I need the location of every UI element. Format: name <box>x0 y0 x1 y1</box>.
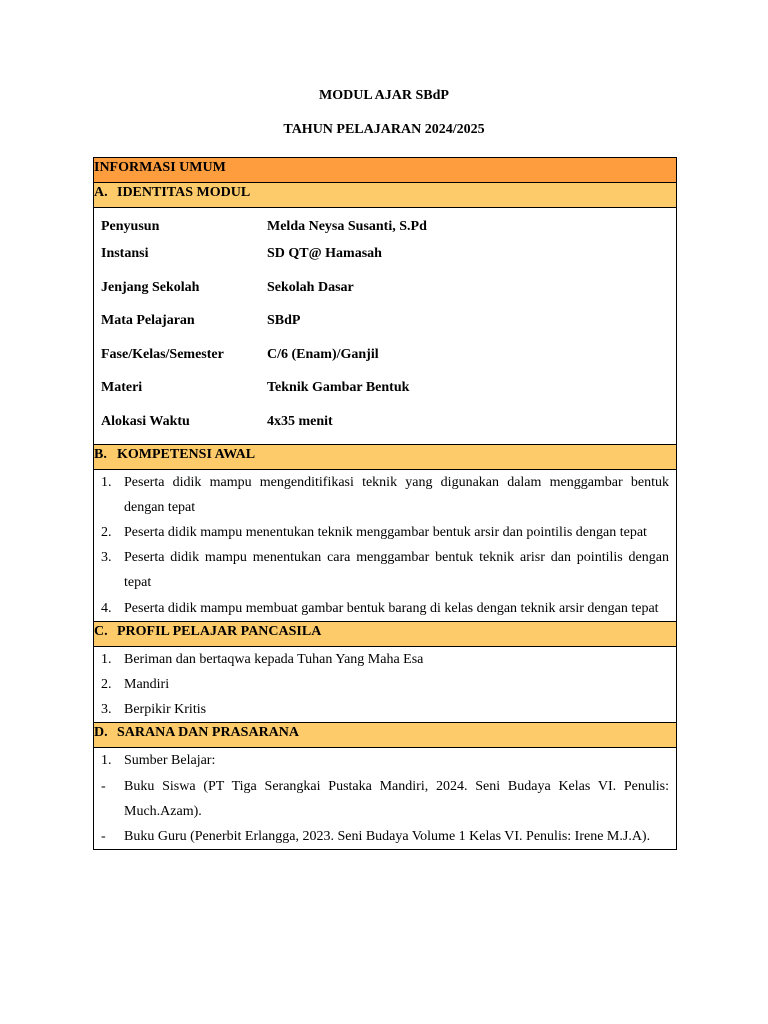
info-header-row <box>94 158 677 183</box>
identity-label: Alokasi Waktu <box>101 413 190 429</box>
item-number: 3. <box>101 550 112 566</box>
section-b-header <box>94 444 677 469</box>
section-letter: A. <box>94 185 108 200</box>
item-text: Buku Guru (Penerbit Erlangga, 2023. Seni Budaya Volume 1 Kelas VI. Penulis: Irene M.J.A). <box>124 828 651 844</box>
document-subtitle: TAHUN PELAJARAN 2024/2025 <box>283 122 485 137</box>
list-item <box>101 774 669 824</box>
identity-value: 4x35 menit <box>267 413 333 429</box>
section-letter: C. <box>94 623 108 639</box>
item-number: 3. <box>101 702 112 718</box>
identity-label: Fase/Kelas/Semester <box>101 346 224 362</box>
section-c-header <box>94 621 677 646</box>
module-info-table <box>93 157 677 850</box>
item-text: Peserta didik mampu menentukan cara menggambar bentuk teknik arisr dan pointilis dengan tepat <box>124 550 669 591</box>
identity-label: Materi <box>101 380 143 395</box>
identity-row <box>101 277 669 311</box>
item-number: 4. <box>101 600 112 616</box>
item-text: Buku Siswa (PT Tiga Serangkai Pustaka Mandiri, 2024. Seni Budaya Kelas VI. Penulis: Much.Azam). <box>124 778 669 819</box>
identity-value: Teknik Gambar Bentuk <box>267 380 410 395</box>
identity-label: Penyusun <box>101 219 160 234</box>
item-text: Sumber Belajar: <box>124 753 216 769</box>
item-text: Peserta didik mampu mengenditifikasi teknik yang digunakan dalam menggambar bentuk dengan tepat <box>124 474 669 515</box>
section-d-header <box>94 723 677 748</box>
profile-body <box>94 646 677 723</box>
list-item <box>101 545 669 595</box>
item-number: 2. <box>101 524 112 540</box>
section-title: PROFIL PELAJAR PANCASILA <box>117 623 322 639</box>
document-title: MODUL AJAR SBdP <box>319 88 449 103</box>
identity-row <box>101 344 669 378</box>
identity-row <box>101 411 669 438</box>
identity-label: Instansi <box>101 246 149 261</box>
section-letter: B. <box>94 446 107 462</box>
item-bullet: - <box>101 828 106 844</box>
item-number: 1. <box>101 474 112 490</box>
section-letter: D. <box>94 725 108 741</box>
item-number: 1. <box>101 753 112 769</box>
item-text: Peserta didik mampu membuat gambar bentuk barang di kelas dengan teknik arsir dengan tepat <box>124 600 659 616</box>
identity-label: Mata Pelajaran <box>101 313 195 328</box>
list-item <box>101 672 669 697</box>
competence-body <box>94 469 677 621</box>
identity-value: SBdP <box>267 313 301 328</box>
section-title: SARANA DAN PRASARANA <box>117 725 300 741</box>
list-item <box>101 596 669 621</box>
item-text: Mandiri <box>124 676 170 692</box>
section-title: KOMPETENSI AWAL <box>117 446 256 462</box>
identity-row <box>101 243 669 277</box>
identity-row <box>101 377 669 411</box>
identity-value: C/6 (Enam)/Ganjil <box>267 346 379 362</box>
identity-value: Melda Neysa Susanti, S.Pd <box>267 219 427 234</box>
list-item <box>101 697 669 722</box>
identity-row <box>101 310 669 344</box>
facilities-body <box>94 748 677 850</box>
list-item <box>101 748 669 773</box>
identity-value: Sekolah Dasar <box>267 279 354 295</box>
item-number: 2. <box>101 676 112 692</box>
item-text: Beriman dan bertaqwa kepada Tuhan Yang Maha Esa <box>124 651 424 667</box>
identity-value: SD QT@ Hamasah <box>267 246 382 261</box>
item-text: Peserta didik mampu menentukan teknik menggambar bentuk arsir dan pointilis dengan tepat <box>124 524 647 540</box>
section-a-header <box>94 183 677 208</box>
identity-row <box>101 216 669 243</box>
list-item <box>101 470 669 520</box>
list-item <box>101 824 669 849</box>
item-text: Berpikir Kritis <box>124 702 207 718</box>
list-item <box>101 647 669 672</box>
info-header: INFORMASI UMUM <box>94 158 677 183</box>
identity-label: Jenjang Sekolah <box>101 279 200 295</box>
item-bullet: - <box>101 778 106 794</box>
item-number: 1. <box>101 651 112 667</box>
section-title: IDENTITAS MODUL <box>117 185 251 200</box>
list-item <box>101 520 669 545</box>
identity-body <box>94 208 677 445</box>
